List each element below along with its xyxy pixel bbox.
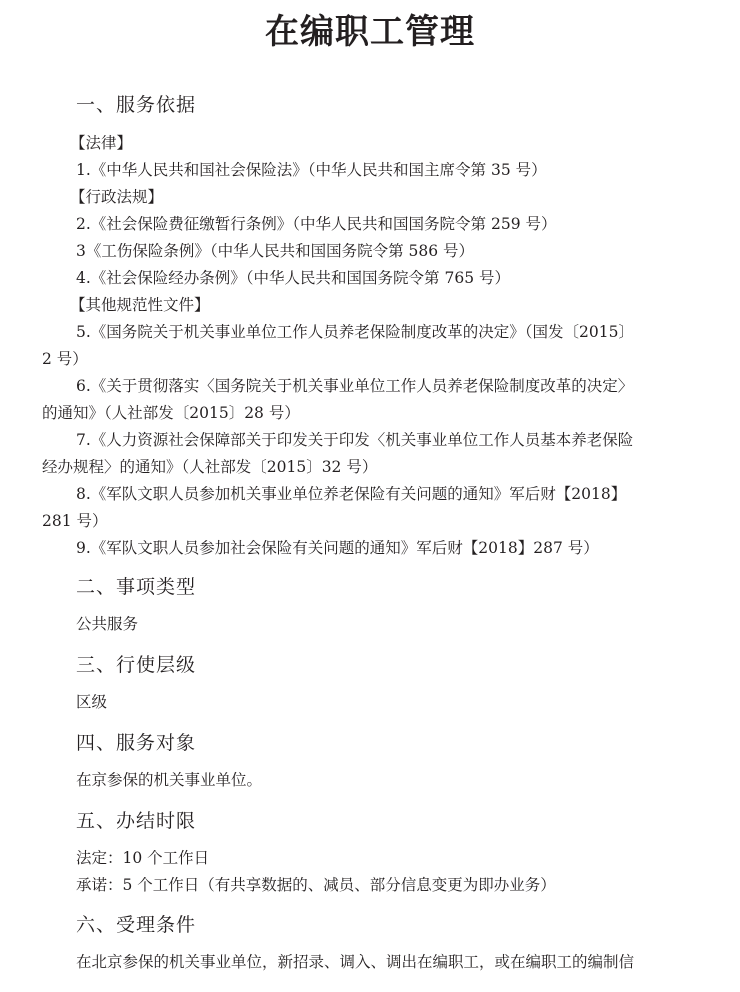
statutory-time-limit: 法定：10 个工作日 xyxy=(76,849,210,867)
section-heading-level: 三、行使层级 xyxy=(76,654,197,676)
other-item-5-line1: 5.《国务院关于机关事业单位工作人员养老保险制度改革的决定》（国发〔2015〕 xyxy=(76,323,634,341)
target-text: 在京参保的机关事业单位。 xyxy=(76,771,263,789)
other-item-6-line1: 6.《关于贯彻落实〈国务院关于机关事业单位工作人员养老保险制度改革的决定〉 xyxy=(76,377,634,395)
other-item-7-line1: 7.《人力资源社会保障部关于印发关于印发〈机关事业单位工作人员基本养老保险 xyxy=(76,431,634,449)
level-text: 区级 xyxy=(76,693,108,711)
admin-item-3: 3《工伤保险条例》（中华人民共和国国务院令第 586 号） xyxy=(76,242,475,260)
other-item-8-line2: 281 号） xyxy=(42,512,108,530)
admin-item-2: 2.《社会保险费征缴暂行条例》（中华人民共和国国务院令第 259 号） xyxy=(76,215,557,233)
page-title: 在编职工管理 xyxy=(265,12,475,52)
other-item-8-line1: 8.《军队文职人员参加机关事业单位养老保险有关问题的通知》军后财【2018】 xyxy=(76,485,627,503)
other-item-7-line2: 经办规程〉的通知》（人社部发〔2015〕32 号） xyxy=(42,458,378,476)
promised-time-limit: 承诺：5 个工作日（有共享数据的、减员、部分信息变更为即办业务） xyxy=(76,876,556,894)
service-type-text: 公共服务 xyxy=(76,615,139,633)
other-item-6-line2: 的通知》（人社部发〔2015〕28 号） xyxy=(42,404,300,422)
section-heading-conditions: 六、受理条件 xyxy=(76,914,197,936)
conditions-text: 在北京参保的机关事业单位，新招录、调入、调出在编职工，或在编职工的编制信 xyxy=(76,953,635,971)
admin-item-4: 4.《社会保险经办条例》（中华人民共和国国务院令第 765 号） xyxy=(76,269,510,287)
law-category-label: 【法律】 xyxy=(70,134,133,152)
law-item-1: 1.《中华人民共和国社会保险法》（中华人民共和国主席令第 35 号） xyxy=(76,161,547,179)
section-heading-time-limit: 五、办结时限 xyxy=(76,810,197,832)
other-documents-label: 【其他规范性文件】 xyxy=(70,296,210,314)
section-heading-type: 二、事项类型 xyxy=(76,576,197,598)
section-heading-basis: 一、服务依据 xyxy=(76,94,197,116)
other-item-5-line2: 2 号） xyxy=(42,350,88,368)
other-item-9: 9.《军队文职人员参加社会保险有关问题的通知》军后财【2018】287 号） xyxy=(76,539,599,557)
section-heading-target: 四、服务对象 xyxy=(76,732,197,754)
admin-regulation-label: 【行政法规】 xyxy=(70,188,164,206)
